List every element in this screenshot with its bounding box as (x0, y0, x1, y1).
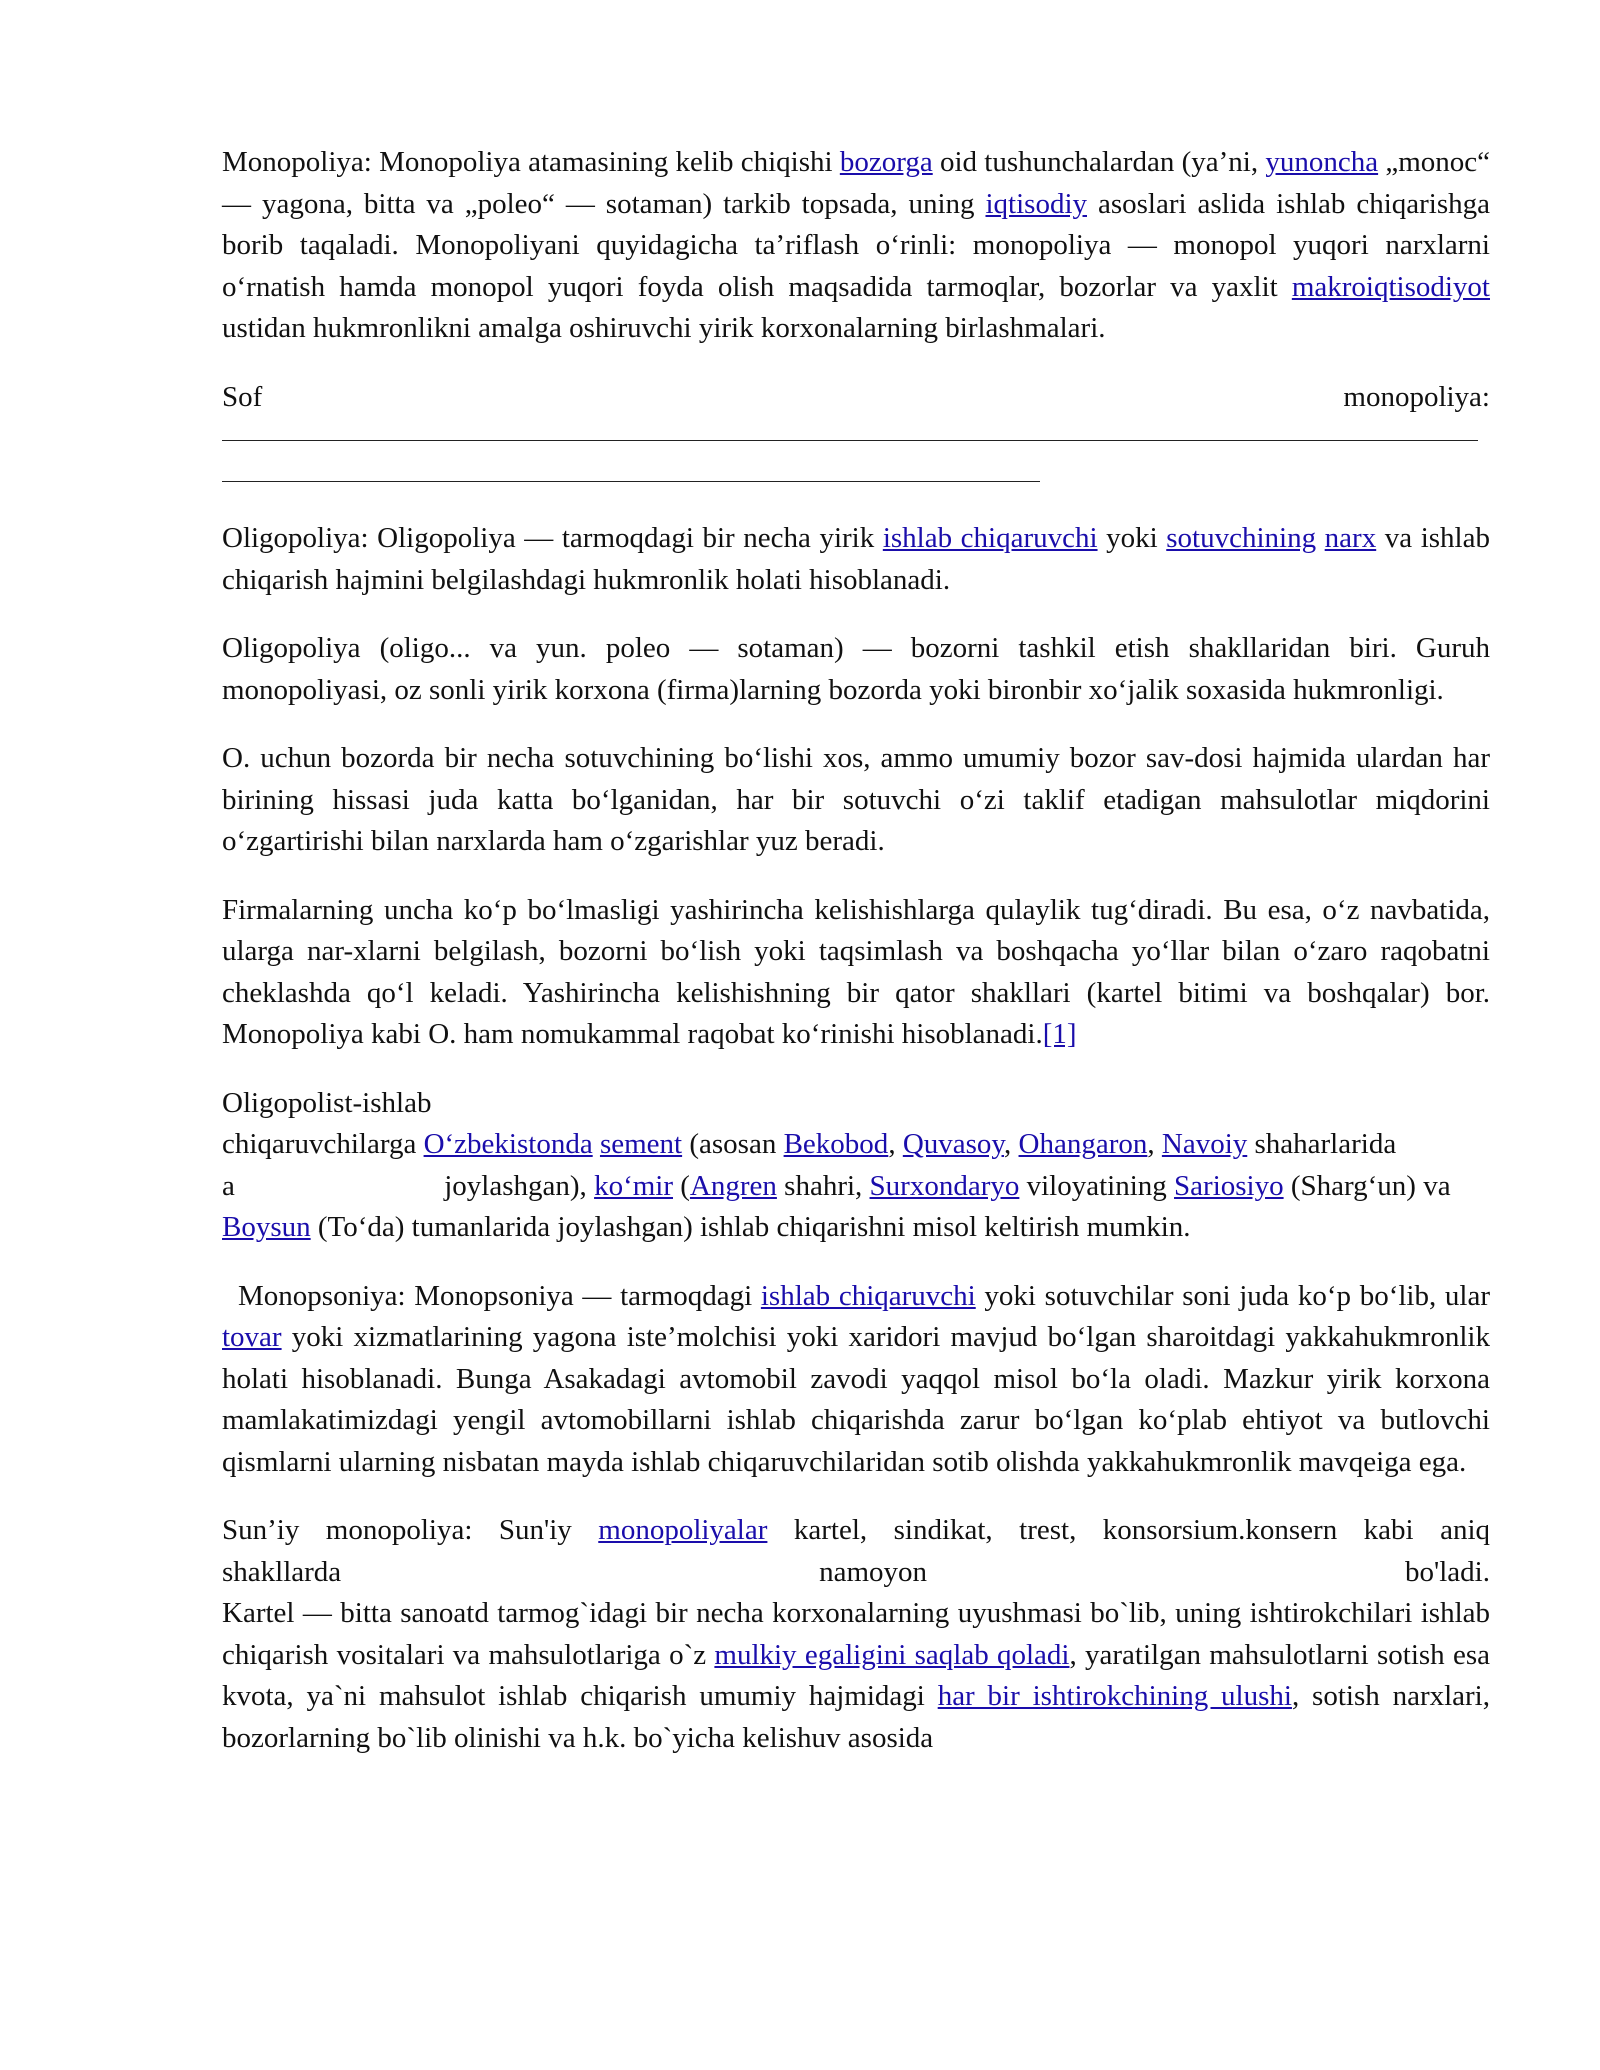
text: shaharlarida (1247, 1128, 1397, 1160)
text: va ishlab chiqarish hajmini belgilashdagi hukmronlik holati hisoblanadi. (222, 522, 1490, 596)
text: kartel, sindikat, trest, konsorsium.konsern kabi aniq (767, 1514, 1490, 1546)
link-tovar[interactable]: tovar (222, 1321, 282, 1353)
suniy-monopoliya-intro (222, 1510, 1490, 1552)
text: shakllarda (222, 1555, 342, 1588)
text: chiqaruvchilarga (222, 1128, 424, 1160)
paragraph-monopsoniya (222, 1276, 1490, 1484)
link-ishlab-chiqaruvchi[interactable]: ishlab chiqaruvchi (882, 522, 1098, 554)
text: (Shargʻun) va (1283, 1169, 1451, 1202)
footnote-link[interactable]: [1] (1042, 1018, 1077, 1050)
link-monopoliyalar[interactable]: monopoliyalar (598, 1514, 768, 1546)
link-narx[interactable]: narx (1324, 522, 1377, 554)
text: yoki xizmatlarining yagona isteʼmolchisi yoki xaridori mavjud boʻlgan sharoitdagi yakkahukmronlik holati hisoblanadi. Bunga Asakadagi avtomobil zavodi yaqqol misol boʻla oladi. Mazkur yirik korxona mamlakatimizdagi yengil avtomobillarni ishlab chiqarishda zarur boʻlgan koʻplab ehtiyot va butlovchi qismlarni ularning nisbatan mayda ishlab chiqaruvchilaridan sotib olishda yakkahukmronlik mavqeiga ega. (222, 1321, 1490, 1478)
text: Monopsoniya: Monopsoniya — tarmoqdagi (238, 1279, 761, 1312)
link-bozorga[interactable]: bozorga (839, 146, 933, 178)
text: namoyon (819, 1555, 928, 1588)
text: asoslari aslida ishlab chiqarishga borib taqaladi. Monopoliyani quyidagicha ta’riflash oʻrinli: monopoliya — monopol yuqori narxlarni oʻrnatish hamda monopol yuqori foyda olish maqsadida tarmoqlar, bozorlar va yaxlit (222, 187, 1490, 303)
link-mulkiy-egaligini[interactable]: mulkiy egaligini saqlab qoladi (714, 1638, 1070, 1671)
link-sotuvchining[interactable]: sotuvchining (1166, 522, 1317, 554)
text: Monopoliya: Monopoliya atamasining kelib chiqishi (222, 146, 840, 178)
text: Oligopolist-ishlab (222, 1086, 432, 1119)
link-ishlab-chiqaruvchi[interactable]: ishlab chiqaruvchi (760, 1279, 976, 1312)
text: (Toʻda) tumanlarida joylashgan) ishlab chiqarishni misol keltirish mumkin. (310, 1211, 1191, 1243)
document-page (222, 142, 1490, 1759)
text (593, 1128, 600, 1160)
link-iqtisodiy[interactable]: iqtisodiy (985, 187, 1087, 220)
link-ishtirokchining-ulushi[interactable]: har bir ishtirokchining ulushi (937, 1680, 1292, 1712)
text: viloyatining (1019, 1169, 1175, 1202)
monopoliya-label: monopoliya: (1343, 380, 1490, 413)
link-makroiqtisodiyot[interactable]: makroiqtisodiyot (1291, 270, 1490, 303)
text: bo'ladi. (1405, 1555, 1490, 1588)
blank-answer-line (222, 440, 1478, 441)
text: joylashgan), (437, 1169, 595, 1202)
sof-label: Sof (222, 380, 263, 413)
link-bekobod[interactable]: Bekobod (783, 1128, 889, 1160)
text: Kartel — bitta sanoatd tarmog`idagi bir necha korxonalarning uyushmasi bo`lib, uning ishtirokchilari ishlab chiqarish vositalari va mahsulotlariga o`z (222, 1597, 1490, 1671)
text: Sun’iy monopoliya: Sun'iy (222, 1514, 599, 1546)
text: , (1147, 1128, 1162, 1160)
link-angren[interactable]: Angren (689, 1169, 777, 1202)
link-ozbekistonda[interactable]: Oʻzbekistonda (423, 1128, 593, 1160)
text: (asosan (682, 1128, 784, 1160)
text: , yaratilgan mahsulotlarni sotish esa kvota, ya`ni mahsulot ishlab chiqarish umumiy hajmidagi (222, 1638, 1490, 1712)
text: yoki (1097, 522, 1167, 554)
sof-monopoliya-heading (222, 377, 1490, 419)
link-sement[interactable]: sement (599, 1128, 683, 1160)
paragraph-suniy-monopoliya (222, 1510, 1490, 1759)
text: ustidan hukmronlikni amalga oshiruvchi yirik korxonalarning birlashmalari. (222, 312, 1106, 344)
text: , (1004, 1128, 1019, 1160)
paragraph-monopoliya (222, 142, 1490, 350)
link-sariosiyo[interactable]: Sariosiyo (1174, 1169, 1284, 1202)
link-navoiy[interactable]: Navoiy (1161, 1128, 1248, 1160)
text: , sotish narxlari, bozorlarning bo`lib olinishi va h.k. bo`yicha kelishuv asosida (222, 1680, 1490, 1754)
paragraph-firmalar (222, 890, 1490, 1056)
suniy-monopoliya-line (222, 1552, 1490, 1594)
link-yunoncha[interactable]: yunoncha (1265, 146, 1379, 178)
text: ( (673, 1169, 690, 1202)
text: Firmalarning uncha koʻp boʻlmasligi yashirincha kelishishlarga qulaylik tugʻdiradi. Bu esa, oʻz navbatida, ularga nar-xlarni belgilash, bozorni boʻlish yoki taqsimlash va boshqacha yoʻllar bilan oʻzaro raqobatni cheklashda qoʻl keladi. Yashirincha kelishishning bir qator shakllari (kartel bitimi va boshqalar) bor. Monopoliya kabi O. ham nomukammal raqobat koʻrinishi hisoblanadi. (222, 893, 1490, 1050)
text: shahri, (776, 1169, 870, 1202)
paragraph-oligopoliya-definition: Oligopoliya (oligo... va yun. poleo — sotaman) — bozorni tashkil etish shakllaridan biri. Guruh monopoliyasi, oz sonli yirik korxona (firma)larning bozorda yoki bironbir xoʻjalik soxasida hukmronligi. (222, 632, 1490, 706)
text: , (888, 1128, 903, 1160)
text: yoki sotuvchilar soni juda koʻp boʻlib, ular (975, 1279, 1490, 1312)
text: Oligopoliya: Oligopoliya — tarmoqdagi bir necha yirik (222, 522, 883, 554)
text: a (222, 1169, 235, 1202)
paragraph-oligopoliya (222, 518, 1490, 601)
link-boysun[interactable]: Boysun (222, 1211, 311, 1243)
sof-monopoliya-block (222, 377, 1490, 483)
paragraph-oligopolist-examples (222, 1083, 1490, 1249)
link-komir[interactable]: koʻmir (594, 1169, 673, 1202)
link-quvasoy[interactable]: Quvasoy (902, 1128, 1005, 1160)
blank-answer-line (222, 481, 1040, 482)
text: „monoc“ — yagona, bitta va „poleo“ — sotaman) tarkib topsada, uning (222, 146, 1491, 220)
text (1316, 522, 1325, 554)
link-ohangaron[interactable]: Ohangaron (1018, 1128, 1148, 1160)
link-surxondaryo[interactable]: Surxondaryo (869, 1169, 1020, 1202)
paragraph-kartel (222, 1593, 1490, 1759)
paragraph-oligopoliya-features: O. uchun bozorda bir necha sotuvchining boʻlishi xos, ammo umumiy bozor sav-dosi hajmida ulardan har birining hissasi juda katta boʻlganidan, har bir sotuvchi oʻzi taklif etadigan mahsulotlar miqdorini oʻzgartirishi bilan narxlarda ham oʻzgarishlar yuz beradi. (222, 742, 1490, 857)
text: oid tushunchalardan (ya’ni, (932, 146, 1266, 178)
